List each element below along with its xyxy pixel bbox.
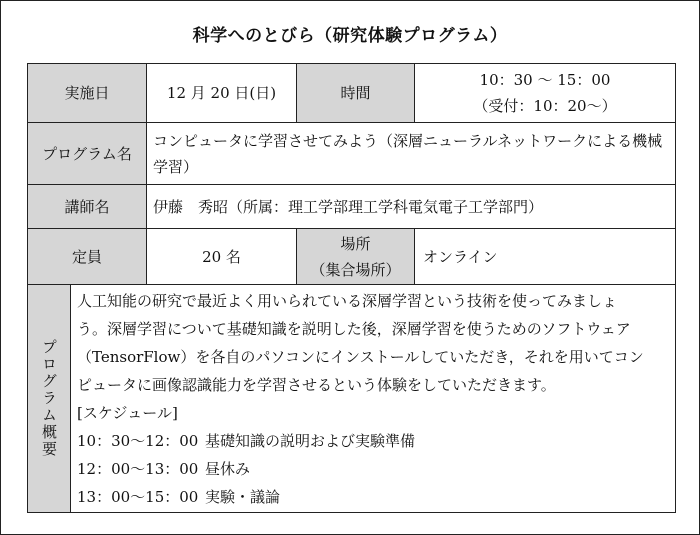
time-value-cell — [414, 63, 676, 123]
overview-line: う。深層学習について基礎知識を説明した後，深層学習を使うためのソフトウェア — [77, 320, 631, 338]
capacity-label-cell — [27, 228, 147, 285]
program-name-value: コンピュータに学習させてみよう（深層ニューラルネットワークによる機械学習） — [153, 131, 663, 176]
instructor-value: 伊藤 秀昭（所属：理工学部理工学科電気電子工学部門） — [153, 197, 544, 216]
overview-line: （TensorFlow）を各自のパソコンにインストールしていただき，それを用いてコン — [77, 348, 644, 366]
date-value-cell — [146, 63, 297, 123]
schedule-item — [77, 455, 669, 483]
venue-value-cell — [414, 228, 676, 285]
date-label-cell — [27, 63, 147, 123]
venue-value: オンライン — [423, 247, 498, 266]
schedule-time: 12：00〜13：00 — [77, 460, 199, 478]
venue-label-cell — [296, 228, 415, 285]
date-value: 12 月 20 日(日) — [166, 84, 277, 102]
schedule-item — [77, 483, 669, 511]
time-reception: （受付：10：20〜） — [473, 97, 617, 115]
schedule-activity: 実験・議論 — [205, 488, 281, 506]
overview-value-cell — [70, 284, 676, 513]
time-main: 10：30 〜 15：00 — [479, 71, 611, 89]
overview-label-cell — [27, 284, 71, 513]
program-name-label-cell — [27, 122, 147, 185]
schedule-item — [77, 427, 669, 455]
program-name-label: プログラム名 — [42, 144, 132, 163]
schedule-time: 10：30〜12：00 — [77, 432, 199, 450]
venue-label-line2: （集合場所） — [310, 260, 401, 279]
capacity-label: 定員 — [71, 247, 102, 266]
instructor-label-cell — [27, 184, 147, 229]
overview-label: プログラム概要 — [40, 339, 58, 458]
capacity-value-cell — [146, 228, 297, 285]
program-name-value-cell — [146, 122, 676, 185]
document-title: 科学へのとびら（研究体験プログラム） — [192, 26, 508, 46]
schedule-time: 13：00〜15：00 — [77, 488, 199, 506]
overview-line: ピュータに画像認識能力を学習させるという体験をしていただきます。 — [77, 376, 556, 394]
instructor-value-cell — [146, 184, 676, 229]
schedule-activity: 基礎知識の説明および実験準備 — [205, 432, 416, 450]
instructor-label: 講師名 — [64, 197, 110, 216]
venue-label-line1: 場所 — [340, 234, 371, 253]
schedule-activity: 昼休み — [205, 460, 251, 478]
time-label-cell — [296, 63, 415, 123]
capacity-value: 20 名 — [202, 247, 241, 266]
date-label: 実施日 — [64, 84, 110, 102]
overview-line: 人工知能の研究で最近よく用いられている深層学習という技術を使ってみましょ — [77, 292, 618, 310]
schedule-header: [スケジュール] — [77, 404, 178, 422]
time-label: 時間 — [340, 84, 371, 102]
